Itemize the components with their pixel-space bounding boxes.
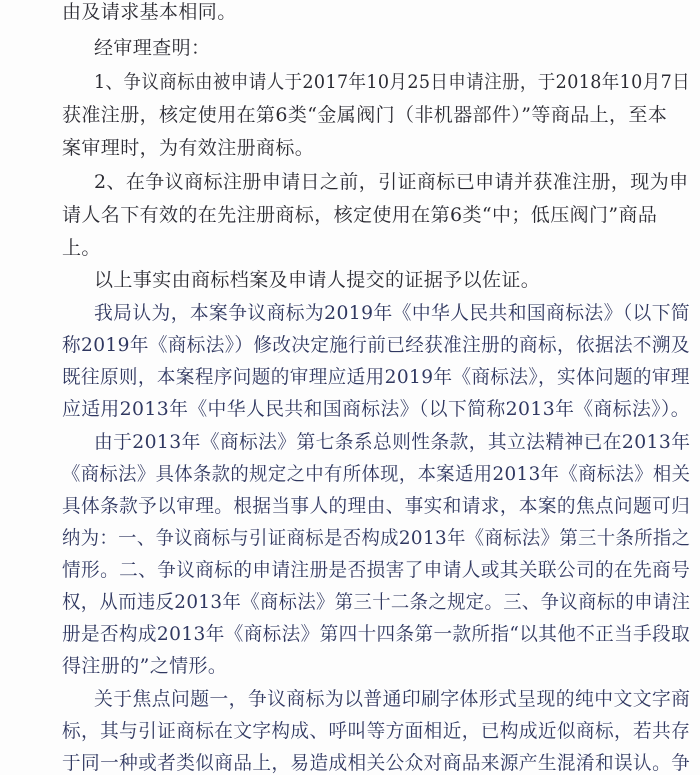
text-line: 应适用2013年《中华人民共和国商标法》（以下简称2013年《商标法》）。 (62, 398, 690, 420)
text-line: 既往原则，本案程序问题的审理应适用2019年《商标法》，实体问题的审理 (62, 366, 690, 388)
text-line: 纳为：一、争议商标与引证商标是否构成2013年《商标法》第三十条所指之 (62, 527, 691, 549)
text-line: 册是否构成2013年《商标法》第四十四条第一款所指“以其他不正当手段取 (62, 623, 691, 645)
text-line: 经审理查明： (94, 37, 211, 59)
text-line: 1、争议商标由被申请人于2017年10月25日申请注册，于2018年10月7日 (94, 71, 691, 93)
text-line: 上。 (62, 237, 101, 259)
text-line: 情形。二、争议商标的申请注册是否损害了申请人或其关联公司的在先商号 (62, 559, 691, 581)
text-line: 标，其与引证商标在文字构成、呼叫等方面相近，已构成近似商标，若共存 (62, 720, 691, 742)
text-line: 权，从而违反2013年《商标法》第三十二条之规定。三、争议商标的申请注 (62, 591, 691, 613)
text-line: 2、在争议商标注册申请日之前，引证商标已申请并获准注册，现为申 (94, 171, 689, 193)
text-line: 请人名下有效的在先注册商标，核定使用在第6类“中；低压阀门”商品 (62, 204, 658, 226)
text-line: 获准注册，核定使用在第6类“金属阀门（非机器部件）”等商品上，至本 (62, 104, 668, 126)
text-line: 关于焦点问题一，争议商标为以普通印刷字体形式呈现的纯中文文字商 (94, 688, 691, 710)
text-line: 由及请求基本相同。 (62, 1, 237, 23)
text-line: 由于2013年《商标法》第七条系总则性条款，其立法精神已在2013年 (94, 431, 691, 453)
text-line: 得注册的”之情形。 (62, 655, 228, 677)
text-line: 以上事实由商标档案及申请人提交的证据予以佐证。 (94, 269, 541, 291)
text-line: 案审理时，为有效注册商标。 (62, 137, 315, 159)
text-line: 称2019年《商标法》）修改决定施行前已经获准注册的商标，依据法不溯及 (62, 334, 690, 356)
text-line: 我局认为，本案争议商标为2019年《中华人民共和国商标法》（以下简 (94, 302, 691, 324)
text-line: 《商标法》具体条款的规定之中有所体现，本案适用2013年《商标法》相关 (62, 463, 691, 485)
text-line: 于同一种或者类似商品上，易造成相关公众对商品来源产生混淆和误认。争 (62, 752, 691, 774)
text-line: 具体条款予以审理。根据当事人的理由、事实和请求，本案的焦点问题可归 (62, 495, 691, 517)
